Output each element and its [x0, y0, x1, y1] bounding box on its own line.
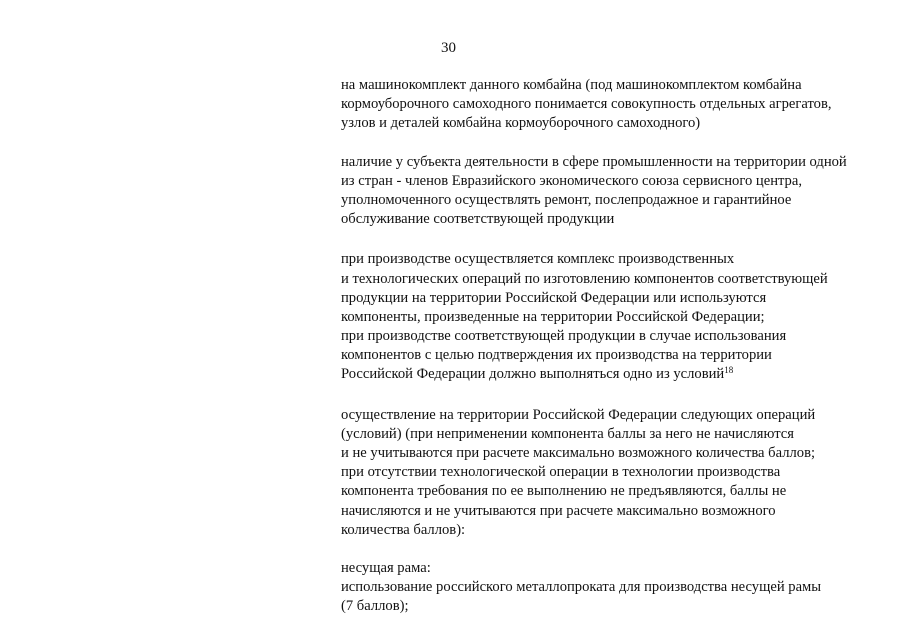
paragraph-load-frame [341, 559, 886, 617]
paragraph-production-operations [341, 250, 886, 384]
paragraph-operations-conditions [341, 406, 886, 540]
text-line: уполномоченного осуществлять ремонт, послепродажное и гарантийное [341, 191, 792, 208]
text-line: компонентов с целью подтверждения их производства на территории [341, 347, 772, 364]
text-line: на машинокомплект данного комбайна (под машинокомплектом комбайна [341, 77, 802, 93]
text-line: при отсутствии технологической операции в технологии производства [341, 464, 781, 481]
text-line: начисляются и не учитываются при расчете максимально возможного [341, 502, 776, 519]
text-line: при производстве соответствующей продукции в случае использования [341, 328, 787, 345]
text-line-with-footnote [341, 365, 886, 384]
footnote-reference: 18 [724, 365, 734, 376]
text-line: (7 баллов); [341, 598, 409, 615]
paragraph-service-center [341, 153, 886, 230]
text-line: несущая рама: [341, 559, 431, 576]
paragraph-spacer [341, 540, 886, 559]
document-body [341, 76, 886, 617]
text-line: и не учитываются при расчете максимально возможного количества баллов; [341, 445, 816, 461]
text-line: при производстве осуществляется комплекс производственных [341, 251, 735, 268]
text-line: (условий) (при неприменении компонента баллы за него не начисляются [341, 425, 794, 442]
paragraph-machine-kit [341, 76, 886, 134]
paragraph-spacer [341, 134, 886, 153]
text-line: продукции на территории Российской Федерации или используются [341, 289, 767, 306]
text-line: и технологических операций по изготовлению компонентов соответствующей [341, 270, 828, 287]
paragraph-spacer [341, 229, 886, 250]
paragraph-spacer [341, 385, 886, 406]
text-line: кормоуборочного самоходного понимается совокупность отдельных агрегатов, [341, 96, 832, 113]
text-line: наличие у субъекта деятельности в сфере промышленности на территории одной [341, 153, 847, 170]
text-line: компоненты, произведенные на территории Российской Федерации; [341, 308, 765, 325]
text-line: количества баллов): [341, 521, 466, 538]
page-number: 30 [441, 40, 456, 56]
text-line: обслуживание соответствующей продукции [341, 211, 615, 228]
text-line: компонента требования по ее выполнению не предъявляются, баллы не [341, 483, 787, 500]
text-line: осуществление на территории Российской Федерации следующих операций [341, 406, 816, 423]
text-line: из стран - членов Евразийского экономического союза сервисного центра, [341, 172, 802, 189]
text-line: Российской Федерации должно выполняться одно из условий [341, 366, 725, 383]
text-line: использование российского металлопроката для производства несущей рамы [341, 579, 822, 596]
text-line: узлов и деталей комбайна кормоуборочного самоходного) [341, 115, 701, 132]
